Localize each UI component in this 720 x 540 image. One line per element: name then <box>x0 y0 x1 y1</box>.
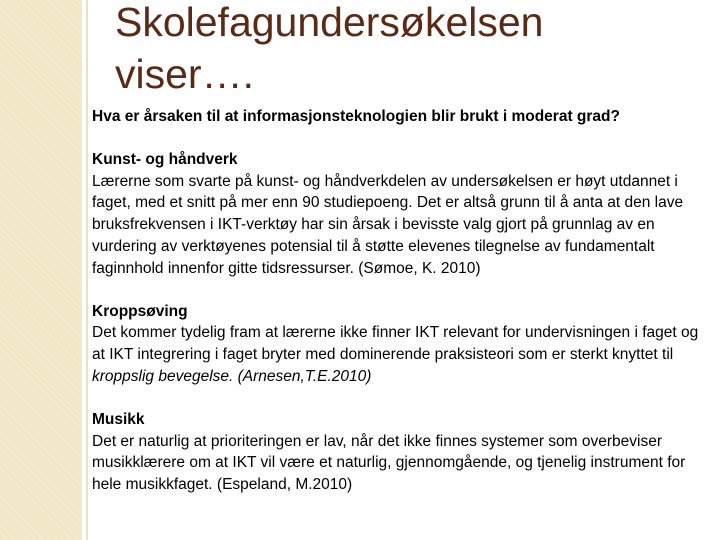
question-text: Hva er årsaken til at informasjonsteknologien blir brukt i moderat grad? <box>92 108 620 125</box>
section-body: Det kommer tydelig fram at lærerne ikke finner IKT relevant for undervisningen i faget og at IKT integrering i faget bryter med dominerende praksisteori som er sterkt knyttet til <box>92 324 699 364</box>
section-body: Det er naturlig at prioriteringen er lav, når det ikke finnes systemer som overbeviser musikklærere om at IKT vil være et naturlig, gjennomgående, og tjenelig instrument for hele musikkfaget. (Espeland, M.2010) <box>92 432 686 494</box>
slide-title <box>115 0 675 100</box>
decorative-divider-line <box>86 0 88 540</box>
section-heading: Kunst- og håndverk <box>92 150 238 168</box>
section-heading: Kroppsøving <box>92 302 188 320</box>
section-kunst-og-handverk <box>92 149 710 280</box>
section-body-wrapper <box>92 322 710 387</box>
section-body: Lærerne som svarte på kunst- og håndverkdelen av undersøkelsen er høyt utdannet i faget, med et snitt på mer enn 90 studiepoeng. Det er altså grunn til å anta at den lave bruksfrekvensen i IKT-verktøy har sin årsak i bevisste valg gjort på grunnlag av en vurdering av verktøyenes potensial til å støtte elevenes tilegnelse av fundamentalt faginnhold innenfor gitte tidsressurser. (Sømoe, K. 2010) <box>92 172 684 277</box>
slide-content <box>92 106 710 517</box>
section-heading: Musikk <box>92 410 145 428</box>
slide-title-line-2: viser…. <box>115 51 254 97</box>
slide-title-line-1: Skolefagundersøkelsen <box>115 0 544 45</box>
decorative-left-band <box>0 0 82 540</box>
section-kroppsoving <box>92 301 710 388</box>
section-musikk <box>92 409 710 496</box>
section-body-italic: kroppslig bevegelse. (Arnesen,T.E.2010) <box>92 367 372 385</box>
